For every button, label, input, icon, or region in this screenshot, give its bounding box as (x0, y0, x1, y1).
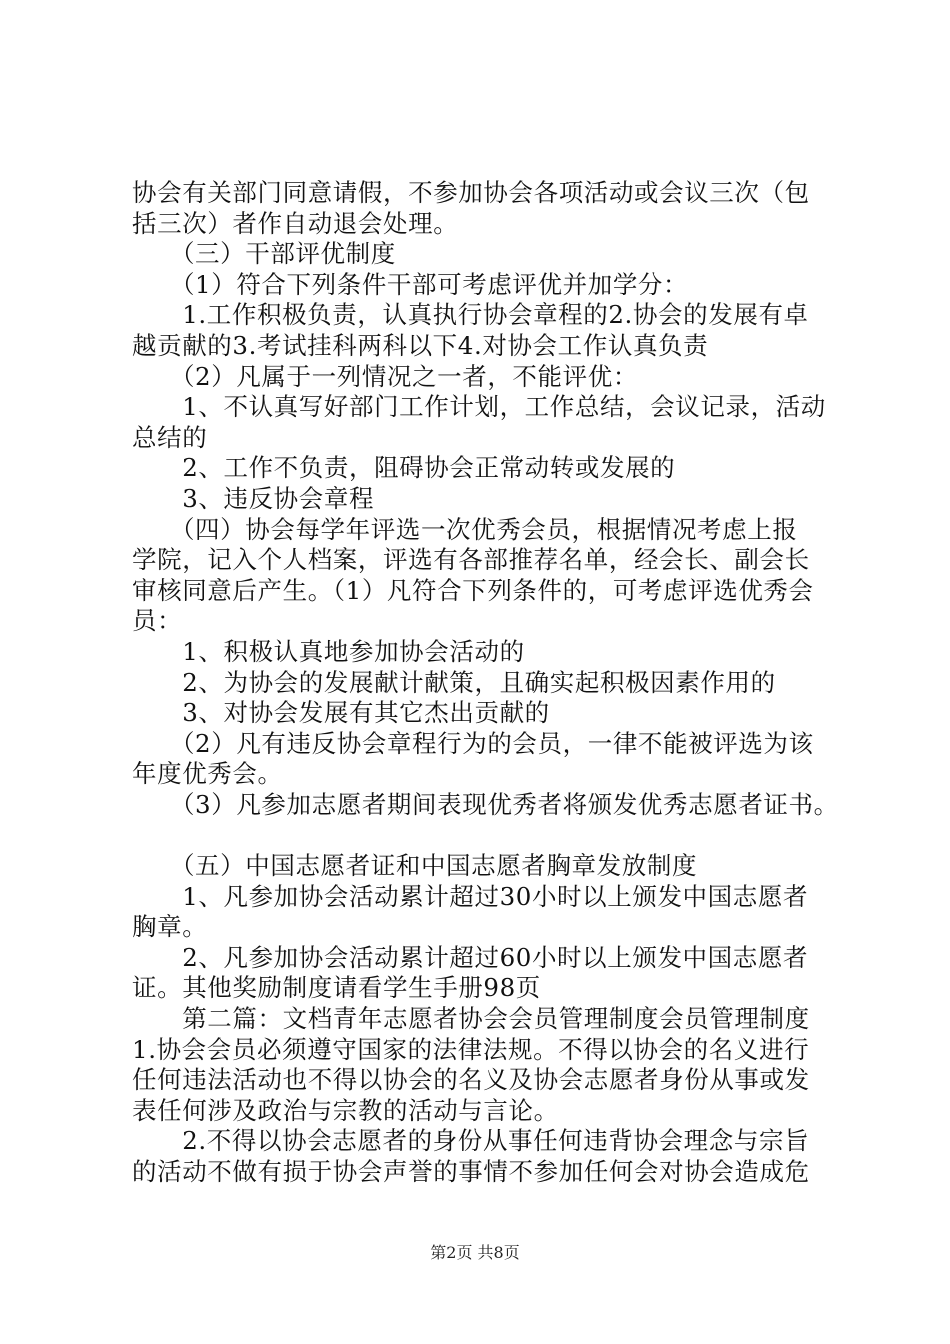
paragraph-line: 3、违反协会章程 (132, 483, 375, 513)
paragraph-line: 1、凡参加协会活动累计超过30小时以上颁发中国志愿者 (132, 881, 809, 911)
paragraph-line: 年度优秀会。 (132, 759, 283, 789)
paragraph-line: 审核同意后产生。（1）凡符合下列条件的，可考虑评选优秀会 (132, 575, 814, 605)
paragraph-line: 胸章。 (132, 912, 208, 942)
section-heading: 第二篇：文档青年志愿者协会会员管理制度会员管理制度 (132, 1004, 810, 1034)
paragraph-line: 2、为协会的发展献计献策，且确实起积极因素作用的 (132, 667, 776, 697)
paragraph-line: （2）凡属于一列情况之一者，不能评优： (132, 361, 638, 391)
paragraph-line: 1、不认真写好部门工作计划，工作总结，会议记录，活动 (132, 392, 826, 422)
paragraph-line: 证。其他奖励制度请看学生手册98页 (132, 973, 541, 1003)
paragraph-line: （1）符合下列条件干部可考虑评优并加学分： (132, 269, 689, 299)
section-heading: （四）协会每学年评选一次优秀会员，根据情况考虑上报 (132, 514, 798, 544)
paragraph-line: 1.工作积极负责，认真执行协会章程的2.协会的发展有卓 (132, 300, 809, 330)
paragraph-line: 表任何涉及政治与宗教的活动与言论。 (132, 1095, 559, 1125)
paragraph-line: 任何违法活动也不得以协会的名义及协会志愿者身份从事或发 (132, 1065, 810, 1095)
paragraph-line: 2、工作不负责，阻碍协会正常动转或发展的 (132, 453, 676, 483)
paragraph-line: 的活动不做有损于协会声誉的事情不参加任何会对协会造成危 (132, 1157, 810, 1186)
paragraph-line: 1.协会会员必须遵守国家的法律法规。不得以协会的名义进行 (132, 1034, 810, 1064)
paragraph-line: 括三次）者作自动退会处理。 (132, 208, 459, 238)
document-body (132, 178, 839, 1188)
paragraph-line: 3、对协会发展有其它杰出贡献的 (132, 698, 550, 728)
paragraph-line: 员： (132, 606, 183, 636)
section-heading: （五）中国志愿者证和中国志愿者胸章发放制度 (132, 851, 698, 881)
paragraph-line: （2）凡有违反协会章程行为的会员，一律不能被评选为该 (132, 728, 814, 758)
section-heading: （三）干部评优制度 (132, 239, 396, 269)
paragraph-line: 总结的 (132, 422, 208, 452)
paragraph-line: 越贡献的3.考试挂科两科以下4.对协会工作认真负责 (132, 330, 709, 360)
blank-line (132, 820, 832, 851)
paragraph-line: 学院，记入个人档案，评选有各部推荐名单，经会长、副会长 (132, 545, 810, 575)
page-number-footer: 第2页 共8页 (430, 1243, 520, 1262)
paragraph-line: （3）凡参加志愿者期间表现优秀者将颁发优秀志愿者证书。 (132, 789, 839, 819)
paragraph-line: 协会有关部门同意请假，不参加协会各项活动或会议三次（包 (132, 178, 810, 207)
paragraph-line: 2、凡参加协会活动累计超过60小时以上颁发中国志愿者 (132, 942, 809, 972)
paragraph-line: 2.不得以协会志愿者的身份从事任何违背协会理念与宗旨 (132, 1126, 810, 1156)
paragraph-line: 1、积极认真地参加协会活动的 (132, 636, 525, 666)
